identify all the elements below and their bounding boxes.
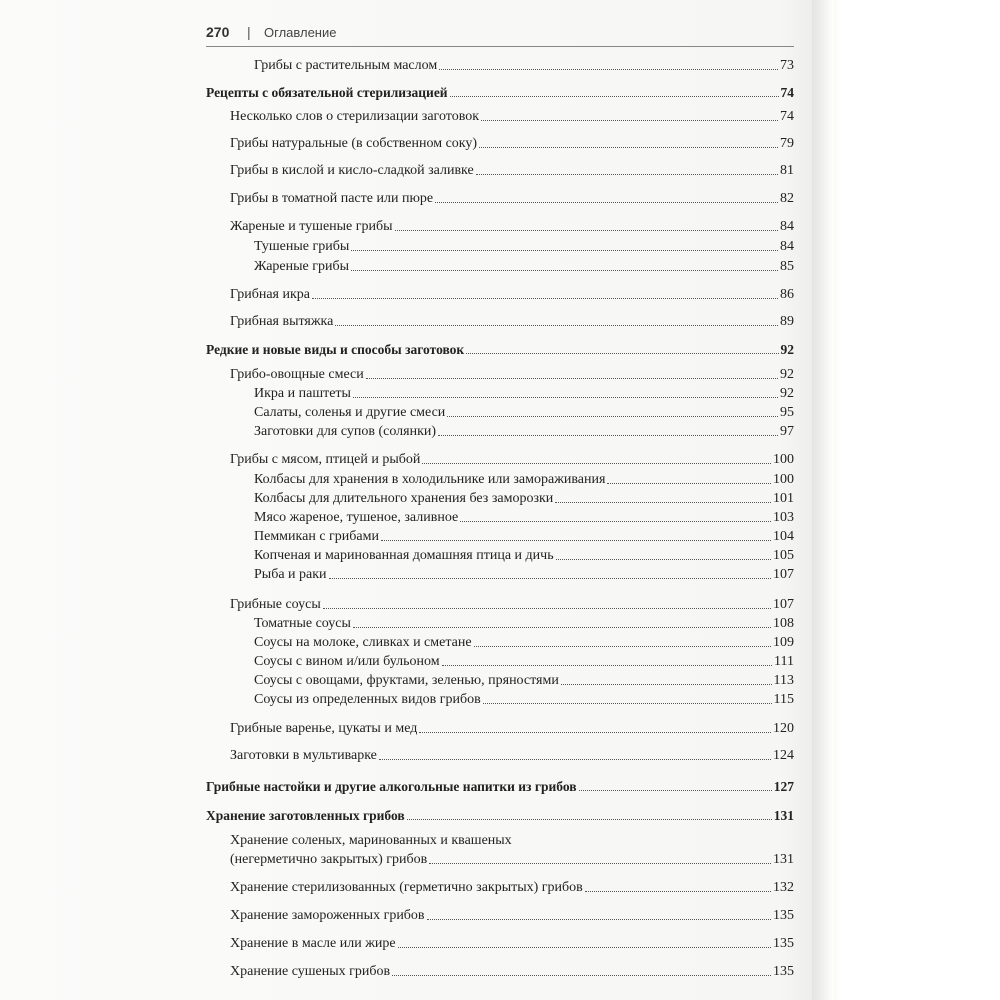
toc-entry	[254, 653, 794, 670]
toc-entry-label: Грибные соусы	[230, 597, 321, 612]
toc-entry-label: Мясо жареное, тушеное, заливное	[254, 510, 459, 525]
toc-entry-label: Хранение стерилизованных (герметично закрытых) грибов	[230, 880, 583, 895]
toc-entry-label-line1: Хранение соленых, маринованных и квашеных	[230, 833, 512, 848]
toc-entry-label: Икра и паштеты	[254, 386, 351, 401]
dot-leader	[323, 608, 771, 609]
dot-leader	[312, 298, 778, 299]
toc-entry-label: Соусы на молоке, сливках и сметане	[254, 635, 472, 650]
toc-entry-label: Редкие и новые виды и способы заготовок	[206, 342, 465, 357]
dot-leader	[450, 96, 779, 97]
toc-entry	[254, 615, 794, 632]
toc-entry	[254, 547, 794, 564]
toc-entry-page: 120	[773, 721, 794, 736]
dot-leader	[351, 270, 778, 271]
toc-section-heading	[206, 778, 794, 795]
toc-entry-page: 132	[773, 880, 794, 895]
toc-entry-page: 131	[773, 852, 794, 867]
dot-leader	[460, 521, 771, 522]
toc-entry-label: Грибные настойки и другие алкогольные напитки из грибов	[206, 779, 577, 794]
toc-entry-label: Грибы в томатной пасте или пюре	[230, 191, 434, 206]
toc-entry-label: Колбасы для хранения в холодильнике или замораживания	[254, 472, 606, 487]
toc-entry-label: Жареные грибы	[254, 259, 349, 274]
dot-leader	[419, 732, 771, 733]
dot-leader	[335, 325, 778, 326]
toc-entry-label: Грибо-овощные смеси	[230, 367, 364, 382]
dot-leader	[353, 627, 771, 628]
toc-entry-label: Хранение замороженных грибов	[230, 908, 425, 923]
dot-leader	[379, 759, 771, 760]
toc-entry-label: Соусы с овощами, фруктами, зеленью, пряностями	[254, 673, 559, 688]
toc-entry-page: 74	[780, 85, 794, 100]
dot-leader	[556, 559, 771, 560]
toc-entry-page: 84	[780, 219, 794, 234]
dot-leader	[398, 947, 771, 948]
dot-leader	[353, 397, 778, 398]
toc-entry-label: Хранение в масле или жире	[230, 936, 396, 951]
dot-leader	[381, 540, 771, 541]
toc-entry-page: 127	[773, 779, 794, 794]
toc-entry-page: 84	[780, 239, 794, 254]
toc-entry-page: 89	[780, 314, 794, 329]
header-separator: |	[247, 24, 251, 40]
toc-entry	[254, 566, 794, 583]
toc-entry-page: 82	[780, 191, 794, 206]
dot-leader	[479, 147, 778, 148]
dot-leader	[407, 819, 772, 820]
toc-entry	[230, 218, 794, 235]
dot-leader	[395, 230, 778, 231]
toc-entry-page: 111	[774, 654, 794, 669]
toc-entry-page: 105	[773, 548, 794, 563]
toc-entry-page: 103	[773, 510, 794, 525]
toc-entry	[254, 258, 794, 275]
dot-leader	[329, 578, 771, 579]
toc-entry-label: Соусы из определенных видов грибов	[254, 692, 481, 707]
toc-entry-label: Грибная вытяжка	[230, 314, 334, 329]
toc-entry-label: Соусы с вином и/или бульоном	[254, 654, 440, 669]
toc-entry	[254, 509, 794, 526]
toc-entry-label: Тушеные грибы	[254, 239, 350, 254]
dot-leader	[435, 202, 778, 203]
toc-entry	[230, 720, 794, 737]
page-number: 270	[206, 24, 230, 40]
toc-entry-label: Хранение заготовленных грибов	[206, 808, 405, 823]
toc-entry-page: 79	[780, 136, 794, 151]
toc-entry	[230, 963, 794, 980]
toc-entry	[230, 596, 794, 613]
dot-leader	[427, 919, 771, 920]
toc-entry-page: 92	[780, 342, 794, 357]
dot-leader	[579, 790, 772, 791]
toc-entry	[230, 366, 794, 383]
toc-entry	[230, 851, 794, 868]
toc-entry-label: Копченая и маринованная домашняя птица и дичь	[254, 548, 554, 563]
toc-entry-label: Несколько слов о стерилизации заготовок	[230, 109, 480, 124]
toc-entry	[254, 634, 794, 651]
toc-entry-page: 131	[773, 808, 794, 823]
toc-entry-page: 104	[773, 529, 794, 544]
toc-section-heading	[206, 84, 794, 101]
dot-leader	[585, 891, 771, 892]
toc-entry-label: Томатные соусы	[254, 616, 351, 631]
toc-section-heading	[206, 807, 794, 824]
toc-entry	[254, 385, 794, 402]
toc-entry	[254, 691, 794, 708]
dot-leader	[439, 69, 778, 70]
toc-entry-label: Грибы с мясом, птицей и рыбой	[230, 452, 421, 467]
toc-entry-page: 74	[780, 109, 794, 124]
toc-entry-page: 97	[780, 424, 794, 439]
toc-entry-label: Колбасы для длительного хранения без заморозки	[254, 491, 554, 506]
dot-leader	[351, 250, 778, 251]
dot-leader	[438, 435, 778, 436]
dot-leader	[429, 863, 771, 864]
toc-entry-page: 107	[773, 567, 794, 582]
dot-leader	[442, 665, 772, 666]
toc-entry-page: 124	[773, 748, 794, 763]
toc-entry-label: Грибы с растительным маслом	[254, 58, 438, 73]
toc-entry-label: Жареные и тушеные грибы	[230, 219, 393, 234]
toc-entry-label: Грибы натуральные (в собственном соку)	[230, 136, 478, 151]
toc-entry	[254, 404, 794, 421]
dot-leader	[561, 684, 772, 685]
toc-entry	[230, 286, 794, 303]
toc-entry-label: Грибные варенье, цукаты и мед	[230, 721, 418, 736]
toc-entry-label: Хранение сушеных грибов	[230, 964, 391, 979]
toc-entry	[230, 747, 794, 764]
toc-entry-page: 113	[773, 673, 794, 688]
toc-entry-page: 73	[780, 58, 794, 73]
toc-entry	[230, 135, 794, 152]
toc-entry-page: 135	[773, 908, 794, 923]
toc-entry	[230, 108, 794, 125]
toc-entry-page: 81	[780, 163, 794, 178]
toc-entry	[230, 879, 794, 896]
toc-entry-page: 107	[773, 597, 794, 612]
toc-entry-label: Грибы в кислой и кисло-сладкой заливке	[230, 163, 474, 178]
toc-entry-page: 108	[773, 616, 794, 631]
toc-entry-page: 101	[773, 491, 794, 506]
toc-entry-label: Заготовки для супов (солянки)	[254, 424, 437, 439]
toc-entry-label: (негерметично закрытых) грибов	[230, 852, 428, 867]
toc-entry	[230, 451, 794, 468]
header-title: Оглавление	[264, 25, 337, 40]
dot-leader	[483, 703, 772, 704]
toc-entry	[254, 57, 794, 74]
toc-entry	[254, 672, 794, 689]
toc-entry	[230, 907, 794, 924]
toc-entry-page: 109	[773, 635, 794, 650]
dot-leader	[392, 975, 771, 976]
toc-section-heading	[206, 341, 794, 358]
toc-entry	[254, 423, 794, 440]
dot-leader	[555, 502, 771, 503]
toc-entry	[230, 190, 794, 207]
toc-entry-page: 92	[780, 367, 794, 382]
dot-leader	[476, 174, 778, 175]
dot-leader	[447, 416, 778, 417]
dot-leader	[607, 483, 771, 484]
toc-entry	[254, 528, 794, 545]
toc-entry	[230, 935, 794, 952]
toc-entry-label: Рецепты с обязательной стерилизацией	[206, 85, 448, 100]
dot-leader	[422, 463, 771, 464]
toc-entry	[254, 490, 794, 507]
toc-entry-label: Рыба и раки	[254, 567, 327, 582]
toc-entry	[230, 162, 794, 179]
dot-leader	[474, 646, 771, 647]
toc-entry-label: Грибная икра	[230, 287, 310, 302]
toc-entry	[254, 238, 794, 255]
toc-entry-label: Пеммикан с грибами	[254, 529, 379, 544]
dot-leader	[366, 378, 778, 379]
toc-entry-page: 135	[773, 936, 794, 951]
dot-leader	[481, 120, 778, 121]
dot-leader	[466, 353, 778, 354]
toc-entry-page: 100	[773, 472, 794, 487]
toc-entry-label: Салаты, соленья и другие смеси	[254, 405, 446, 420]
toc-entry-page: 95	[780, 405, 794, 420]
toc-entry-page: 86	[780, 287, 794, 302]
toc-entry-label: Заготовки в мультиварке	[230, 748, 377, 763]
toc-entry	[254, 471, 794, 488]
toc-entry-page: 100	[773, 452, 794, 467]
toc-entry	[230, 313, 794, 330]
toc-entry-page: 85	[780, 259, 794, 274]
toc-entry-page: 92	[780, 386, 794, 401]
toc-entry-page: 115	[773, 692, 794, 707]
toc-entry-page: 135	[773, 964, 794, 979]
